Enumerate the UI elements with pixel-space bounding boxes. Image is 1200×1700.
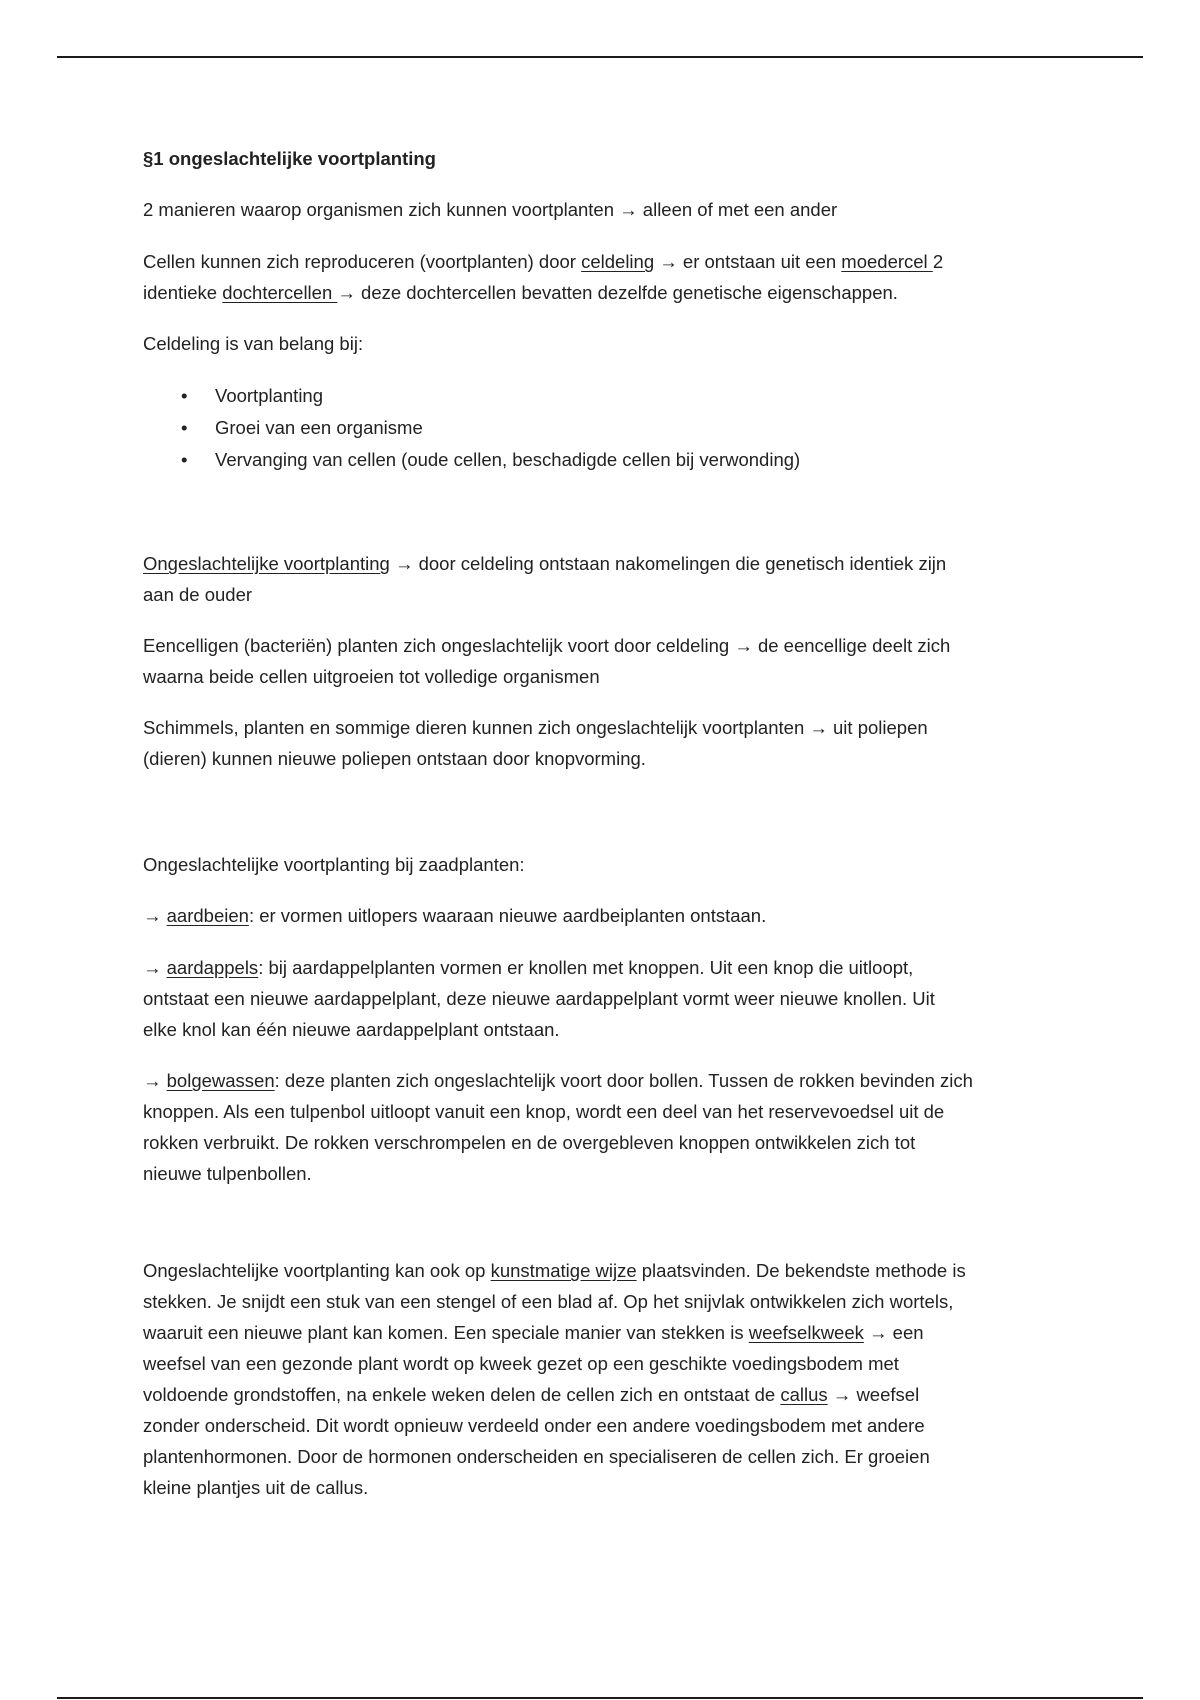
- footer-rule: [57, 1697, 1143, 1699]
- list-item: • Groei van een organisme: [143, 412, 800, 444]
- text: voldoende grondstoffen, na enkele weken delen de cellen zich en ontstaat de: [143, 1384, 781, 1405]
- paragraph-asexual-definition: [143, 548, 946, 610]
- term-celdeling: celdeling: [581, 251, 655, 272]
- paragraph-seed-plants-intro: Ongeslachtelijke voortplanting bij zaadplanten:: [143, 854, 525, 875]
- line: knoppen. Als een tulpenbol uitloopt vanuit een knop, wordt een deel van het reservevoedsel uit de: [143, 1101, 945, 1122]
- text: : bij aardappelplanten vormen er knollen met knoppen. Uit een knop die uitloopt,: [258, 957, 914, 978]
- arrow-icon: →: [143, 957, 167, 978]
- arrow-icon: →: [143, 905, 167, 926]
- arrow-icon: →: [143, 1070, 167, 1091]
- paragraph-importance-intro: Celdeling is van belang bij:: [143, 333, 364, 354]
- text: waaruit een nieuwe plant kan komen. Een speciale manier van stekken is: [143, 1322, 749, 1343]
- text: → een: [863, 1322, 924, 1343]
- line: elke knol kan één nieuwe aardappelplant ontstaan.: [143, 1019, 560, 1040]
- paragraph-two-ways: 2 manieren waarop organismen zich kunnen voortplanten → alleen of met een ander: [143, 199, 838, 220]
- term-moedercel: moedercel: [841, 251, 933, 272]
- paragraph-bulbs: [143, 1065, 973, 1189]
- cells-line-1: [143, 246, 943, 277]
- line: stekken. Je snijdt een stuk van een stengel of een blad af. Op het snijvlak ontwikkelen zich wortels,: [143, 1291, 954, 1312]
- text: 2: [932, 251, 944, 272]
- paragraph-artificial: [143, 1255, 966, 1503]
- line: nieuwe tulpenbollen.: [143, 1163, 312, 1184]
- paragraph-cell-division: [143, 246, 943, 308]
- line: Eencelligen (bacteriën) planten zich ongeslachtelijk voort door celdeling → de eencellige deelt zich: [143, 635, 951, 656]
- line: aan de ouder: [143, 584, 253, 605]
- paragraph-fungi-plants: [143, 712, 928, 774]
- paragraph-potatoes: [143, 952, 935, 1045]
- section-heading: §1 ongeslachtelijke voortplanting: [143, 148, 436, 169]
- text: → er ontstaan uit een: [654, 251, 842, 272]
- text: : er vormen uitlopers waaraan nieuwe aardbeiplanten ontstaan.: [248, 905, 767, 926]
- paragraph-strawberries: [143, 900, 766, 931]
- line: [143, 548, 946, 579]
- term-aardappels: aardappels: [166, 957, 259, 978]
- line: [143, 1255, 966, 1286]
- line: ontstaat een nieuwe aardappelplant, deze nieuwe aardappelplant vormt weer nieuwe knollen. Uit: [143, 988, 935, 1009]
- list-item: • Vervanging van cellen (oude cellen, beschadigde cellen bij verwonding): [143, 444, 800, 476]
- line: [143, 1317, 966, 1348]
- line: [143, 952, 935, 983]
- term-bolgewassen: bolgewassen: [166, 1070, 275, 1091]
- line: (dieren) kunnen nieuwe poliepen ontstaan door knopvorming.: [143, 748, 646, 769]
- cells-line-2: [143, 277, 943, 308]
- text: Ongeslachtelijke voortplanting kan ook op: [143, 1260, 491, 1281]
- line: waarna beide cellen uitgroeien tot volledige organismen: [143, 666, 600, 687]
- text: identieke: [143, 282, 223, 303]
- line: [143, 1065, 973, 1096]
- term-kunstmatige-wijze: kunstmatige wijze: [490, 1260, 637, 1281]
- text: → door celdeling ontstaan nakomelingen die genetisch identiek zijn: [389, 553, 947, 574]
- line: weefsel van een gezonde plant wordt op kweek gezet op een geschikte voedingsbodem met: [143, 1353, 899, 1374]
- header-rule: [57, 56, 1143, 58]
- term-callus: callus: [780, 1384, 828, 1405]
- line: plantenhormonen. Door de hormonen onderscheiden en specialiseren de cellen zich. Er groeien: [143, 1446, 930, 1467]
- line: [143, 1379, 966, 1410]
- term-aardbeien: aardbeien: [166, 905, 249, 926]
- importance-list: [143, 380, 800, 476]
- text: Cellen kunnen zich reproduceren (voortplanten) door: [143, 251, 582, 272]
- text: → weefsel: [827, 1384, 920, 1405]
- term-weefselkweek: weefselkweek: [748, 1322, 864, 1343]
- paragraph-unicellular: [143, 630, 950, 692]
- line: zonder onderscheid. Dit wordt opnieuw verdeeld onder een andere voedingsbodem met andere: [143, 1415, 925, 1436]
- line: kleine plantjes uit de callus.: [143, 1477, 369, 1498]
- line: Schimmels, planten en sommige dieren kunnen zich ongeslachtelijk voortplanten → uit poliepen: [143, 717, 928, 738]
- text: → deze dochtercellen bevatten dezelfde genetische eigenschappen.: [337, 282, 898, 303]
- line: rokken verbruikt. De rokken verschrompelen en de overgebleven knoppen ontwikkelen zich tot: [143, 1132, 916, 1153]
- text: plaatsvinden. De bekendste methode is: [636, 1260, 966, 1281]
- term-dochtercellen: dochtercellen: [222, 282, 338, 303]
- list-item: • Voortplanting: [143, 380, 800, 412]
- term-ongeslachtelijke-voortplanting: Ongeslachtelijke voortplanting: [143, 553, 390, 574]
- text: : deze planten zich ongeslachtelijk voort door bollen. Tussen de rokken bevinden zich: [274, 1070, 973, 1091]
